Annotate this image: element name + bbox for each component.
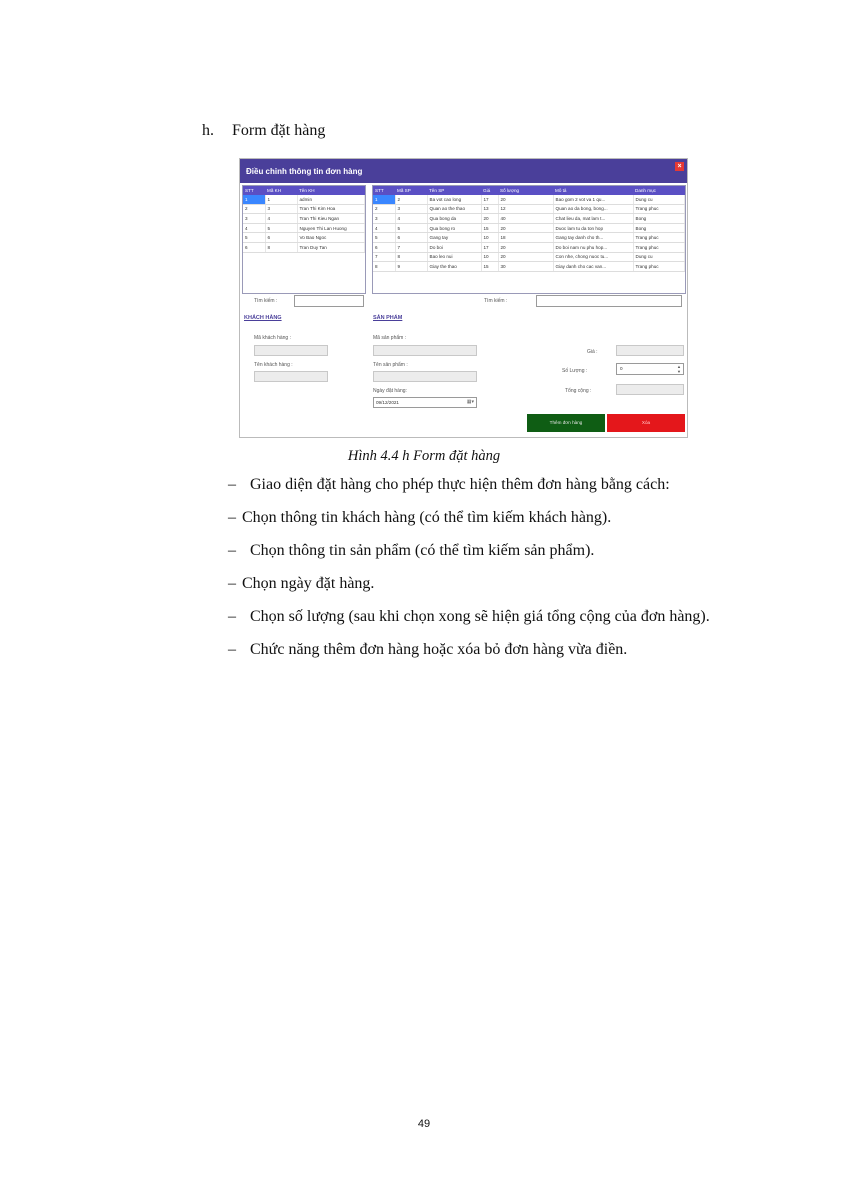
table-cell: 6 bbox=[243, 242, 265, 252]
customer-name-label: Tên khách hàng : bbox=[254, 362, 293, 368]
table-cell: 10 bbox=[481, 252, 498, 262]
product-id-label: Mã sản phẩm : bbox=[373, 335, 407, 341]
table-row[interactable] bbox=[243, 242, 365, 252]
table-row[interactable] bbox=[243, 195, 365, 204]
list-item: – Chức năng thêm đơn hàng hoặc xóa bỏ đơn hàng vừa điền. bbox=[228, 633, 770, 666]
list-item: – Chọn thông tin khách hàng (có thể tìm kiếm khách hàng). bbox=[228, 501, 770, 534]
table-cell: Trang phuc bbox=[633, 204, 685, 214]
list-item: – Chọn ngày đặt hàng. bbox=[228, 567, 770, 600]
table-row[interactable] bbox=[243, 223, 365, 233]
table-cell: 2 bbox=[373, 204, 395, 214]
product-search-label: Tìm kiếm : bbox=[484, 298, 508, 304]
table-row[interactable] bbox=[373, 242, 685, 252]
product-grid[interactable] bbox=[372, 185, 686, 294]
table-cell: 20 bbox=[498, 223, 553, 233]
table-cell: Ba vot cao long bbox=[427, 195, 481, 204]
column-header[interactable]: Tên KH bbox=[297, 186, 365, 195]
table-cell: 9 bbox=[395, 262, 427, 272]
table-cell: Qua bong ro bbox=[427, 223, 481, 233]
section-heading bbox=[202, 122, 325, 140]
table-cell: 4 bbox=[373, 223, 395, 233]
stepper-arrows-icon[interactable]: ▲ ▼ bbox=[677, 364, 681, 374]
table-cell: Bong bbox=[633, 214, 685, 224]
table-row[interactable] bbox=[373, 223, 685, 233]
table-cell: 40 bbox=[498, 214, 553, 224]
table-cell: Bao gom 2 vot va 1 qu... bbox=[553, 195, 633, 204]
total-field bbox=[616, 384, 684, 395]
table-cell: 20 bbox=[498, 195, 553, 204]
list-item: – Chọn thông tin sản phẩm (có thể tìm kiếm sản phẩm). bbox=[228, 534, 770, 567]
table-cell: 17 bbox=[481, 195, 498, 204]
table-cell: 5 bbox=[265, 223, 297, 233]
table-cell: Tran Thi Kieu Ngan bbox=[297, 214, 365, 224]
table-row[interactable] bbox=[373, 204, 685, 214]
table-cell: Gang tay danh cho th... bbox=[553, 233, 633, 243]
table-cell: Giay danh cho cac van... bbox=[553, 262, 633, 272]
table-cell: 20 bbox=[498, 252, 553, 262]
customer-id-field[interactable] bbox=[254, 345, 328, 356]
price-label: Giá : bbox=[587, 349, 598, 355]
table-cell: 6 bbox=[373, 242, 395, 252]
close-icon[interactable]: × bbox=[675, 162, 684, 171]
column-header[interactable]: Mã SP bbox=[395, 186, 427, 195]
order-date-picker[interactable] bbox=[373, 397, 477, 408]
table-cell: 5 bbox=[373, 233, 395, 243]
customer-grid[interactable] bbox=[242, 185, 366, 294]
table-cell: 4 bbox=[243, 223, 265, 233]
table-cell: admin bbox=[297, 195, 365, 204]
table-cell: Bao leo nui bbox=[427, 252, 481, 262]
table-cell: 1 bbox=[373, 195, 395, 204]
table-row[interactable] bbox=[373, 214, 685, 224]
table-cell: 3 bbox=[265, 204, 297, 214]
table-cell: 1 bbox=[265, 195, 297, 204]
product-search-input[interactable] bbox=[536, 295, 682, 307]
table-cell: 2 bbox=[395, 195, 427, 204]
table-cell: Trang phuc bbox=[633, 262, 685, 272]
table-cell: 18 bbox=[498, 233, 553, 243]
table-cell: 3 bbox=[395, 204, 427, 214]
bullet-list bbox=[228, 468, 770, 666]
column-header[interactable]: Mô tả bbox=[553, 186, 633, 195]
table-cell: 15 bbox=[481, 262, 498, 272]
table-cell: Dung cu bbox=[633, 252, 685, 262]
column-header[interactable]: Tên SP bbox=[427, 186, 481, 195]
column-header[interactable]: STT bbox=[243, 186, 265, 195]
table-cell: 1 bbox=[243, 195, 265, 204]
section-number: h. bbox=[202, 122, 214, 139]
table-cell: 2 bbox=[243, 204, 265, 214]
customer-name-field[interactable] bbox=[254, 371, 328, 382]
table-cell: 5 bbox=[243, 233, 265, 243]
table-cell: Trang phuc bbox=[633, 233, 685, 243]
table-cell: Bong bbox=[633, 223, 685, 233]
table-cell: Giay the thao bbox=[427, 262, 481, 272]
bullet-dash: – bbox=[228, 476, 236, 493]
table-cell: Chat lieu da, mat lam t... bbox=[553, 214, 633, 224]
table-cell: 6 bbox=[395, 233, 427, 243]
table-cell: 5 bbox=[395, 223, 427, 233]
table-row[interactable] bbox=[373, 252, 685, 262]
column-header[interactable]: Giá bbox=[481, 186, 498, 195]
quantity-stepper[interactable] bbox=[616, 363, 684, 375]
column-header[interactable]: Số lượng bbox=[498, 186, 553, 195]
table-cell: 13 bbox=[481, 204, 498, 214]
table-cell: Nguyen Thi Lan Huong bbox=[297, 223, 365, 233]
bullet-dash: – bbox=[228, 542, 236, 559]
table-row[interactable] bbox=[373, 262, 685, 272]
figure-caption: Hình 4.4 h Form đặt hàng bbox=[347, 448, 501, 464]
bullet-dash: – bbox=[228, 641, 236, 658]
table-cell: 20 bbox=[481, 214, 498, 224]
customer-search-label: Tìm kiếm : bbox=[254, 298, 278, 304]
column-header[interactable]: Mã KH bbox=[265, 186, 297, 195]
list-item: – Chọn số lượng (sau khi chọn xong sẽ hiện giá tổng cộng của đơn hàng). bbox=[228, 600, 770, 633]
product-name-label: Tên sản phẩm : bbox=[373, 362, 408, 368]
bullet-dash: – bbox=[228, 509, 236, 526]
table-row[interactable] bbox=[243, 233, 365, 243]
table-cell: Do boi bbox=[427, 242, 481, 252]
product-id-field[interactable] bbox=[373, 345, 477, 356]
table-cell: Con nhe, chong nuoc tu... bbox=[553, 252, 633, 262]
bullet-dash: – bbox=[228, 608, 236, 625]
table-cell: Trang phuc bbox=[633, 242, 685, 252]
form-title: Điều chỉnh thông tin đơn hàng bbox=[246, 166, 363, 176]
table-row[interactable] bbox=[373, 233, 685, 243]
calendar-icon[interactable]: ▦▾ bbox=[466, 399, 474, 405]
total-label: Tổng cộng : bbox=[565, 388, 592, 394]
table-row[interactable] bbox=[373, 195, 685, 204]
table-cell: 8 bbox=[265, 242, 297, 252]
table-cell: 10 bbox=[481, 233, 498, 243]
table-cell: Duoc lam tu da ton hop bbox=[553, 223, 633, 233]
table-cell: 8 bbox=[373, 262, 395, 272]
table-cell: 3 bbox=[243, 214, 265, 224]
product-name-field[interactable] bbox=[373, 371, 477, 382]
table-cell: Dung cu bbox=[633, 195, 685, 204]
customer-section-title: KHÁCH HÀNG bbox=[244, 315, 282, 321]
table-row[interactable] bbox=[243, 204, 365, 214]
delete-order-button[interactable]: Xóa bbox=[607, 414, 685, 432]
add-order-button[interactable]: Thêm đơn hàng bbox=[527, 414, 605, 432]
table-cell: Quan ao the thao bbox=[427, 204, 481, 214]
column-header[interactable]: STT bbox=[373, 186, 395, 195]
table-cell: 15 bbox=[481, 223, 498, 233]
table-cell: 30 bbox=[498, 262, 553, 272]
column-header[interactable]: Danh mục bbox=[633, 186, 685, 195]
table-cell: 4 bbox=[265, 214, 297, 224]
table-cell: 7 bbox=[373, 252, 395, 262]
table-cell: Gang tay bbox=[427, 233, 481, 243]
table-cell: Qua bong da bbox=[427, 214, 481, 224]
order-date-value: 09/12/2021 bbox=[376, 400, 399, 405]
form-title-bar bbox=[240, 159, 687, 183]
quantity-label: Số Lượng : bbox=[562, 368, 588, 374]
table-cell: Do boi nam nu phu hop... bbox=[553, 242, 633, 252]
price-field bbox=[616, 345, 684, 356]
table-cell: Tran Duy Tan bbox=[297, 242, 365, 252]
table-cell: 6 bbox=[265, 233, 297, 243]
table-cell: Tran Thi Kim Hoa bbox=[297, 204, 365, 214]
customer-search-input[interactable] bbox=[294, 295, 364, 307]
table-cell: Vo Bao Ngoc bbox=[297, 233, 365, 243]
table-cell: 7 bbox=[395, 242, 427, 252]
page-number: 49 bbox=[417, 1118, 431, 1130]
table-row[interactable] bbox=[243, 214, 365, 224]
quantity-value: 0 bbox=[620, 366, 623, 371]
table-cell: 3 bbox=[373, 214, 395, 224]
product-section-title: SẢN PHẨM bbox=[373, 315, 403, 321]
table-cell: 20 bbox=[498, 242, 553, 252]
section-title: Form đặt hàng bbox=[232, 122, 326, 139]
order-form-window bbox=[239, 158, 688, 438]
customer-id-label: Mã khách hàng : bbox=[254, 335, 291, 341]
order-date-label: Ngày đặt hàng: bbox=[373, 388, 407, 394]
table-cell: 17 bbox=[481, 242, 498, 252]
bullet-dash: – bbox=[228, 575, 236, 592]
table-cell: 8 bbox=[395, 252, 427, 262]
table-cell: 4 bbox=[395, 214, 427, 224]
table-cell: Quan ao da bong, bong... bbox=[553, 204, 633, 214]
list-item: – Giao diện đặt hàng cho phép thực hiện thêm đơn hàng bằng cách: bbox=[228, 468, 770, 501]
table-cell: 12 bbox=[498, 204, 553, 214]
